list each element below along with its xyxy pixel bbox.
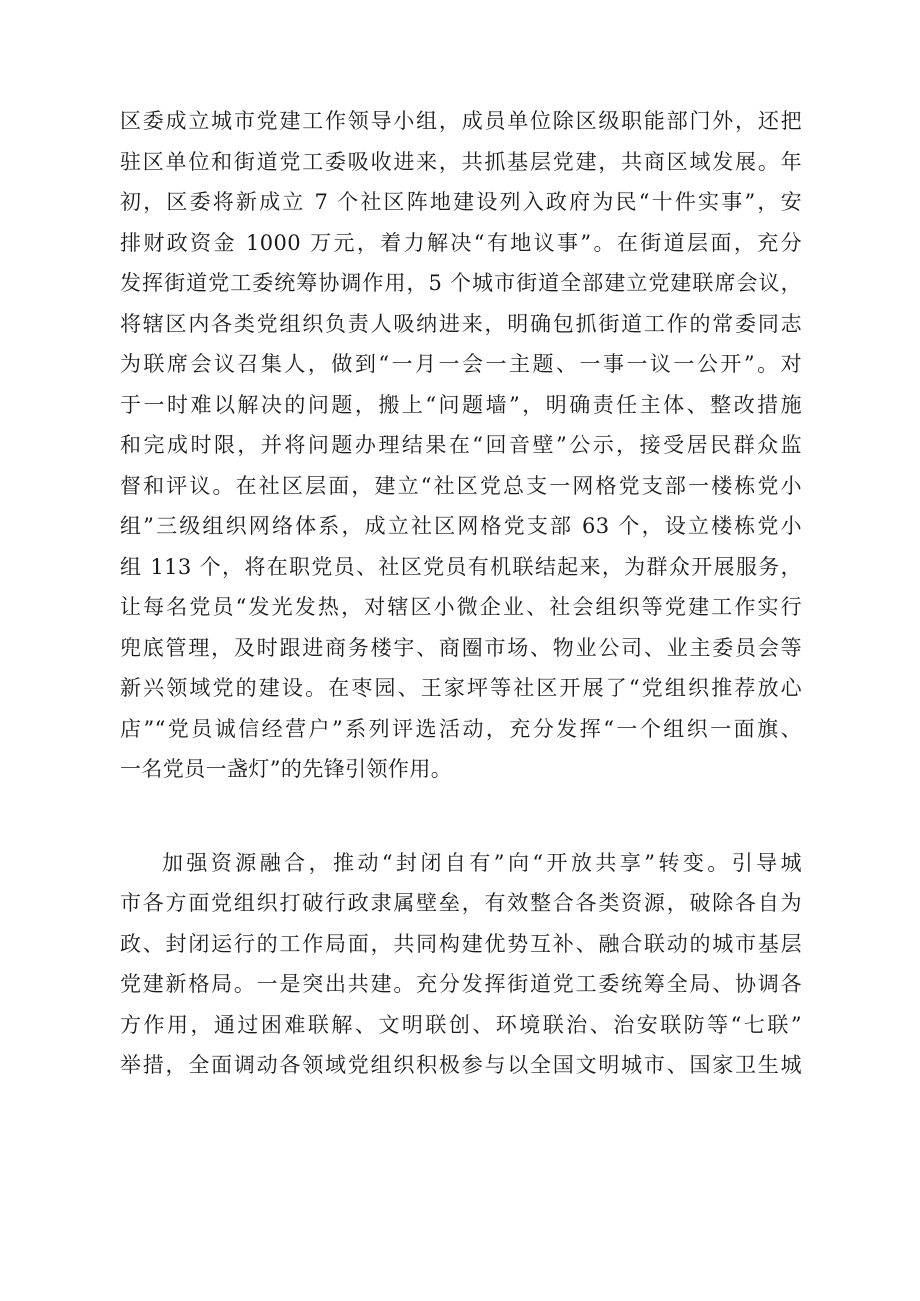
text-line: 督和评议。在社区层面，建立“社区党总支一网格党支部一楼栋党小 (120, 473, 802, 498)
text-line: 市各方面党组织打破行政隶属壁垒，有效整合各类资源，破除各自为 (120, 891, 802, 915)
text-line: 排财政资金 1000 万元，着力解决“有地议事”。在街道层面，充分 (120, 230, 802, 255)
text-line: 加强资源融合，推动“封闭自有”向“开放共享”转变。引导城 (162, 850, 802, 875)
text-line: 组”三级组织网络体系，成立社区网格党支部 63 个，设立楼栋党小 (120, 514, 802, 538)
text-line: 为联席会议召集人，做到“一月一会一主题、一事一议一公开”。对 (120, 352, 802, 376)
text-line: 兜底管理，及时跟进商务楼宇、商圈市场、物业公司、业主委员会等 (120, 635, 802, 660)
text-line: 驻区单位和街道党工委吸收进来，共抓基层党建，共商区域发展。年 (120, 149, 802, 174)
text-line: 政、封闭运行的工作局面，共同构建优势互补、融合联动的城市基层 (120, 931, 802, 956)
text-line: 将辖区内各类党组织负责人吸纳进来，明确包抓街道工作的常委同志 (120, 311, 802, 336)
text-line: 初，区委将新成立 7 个社区阵地建设列入政府为民“十件实事”，安 (120, 190, 802, 214)
text-line: 党建新格局。一是突出共建。充分发挥街道党工委统筹全局、协调各 (120, 972, 802, 996)
text-line: 一名党员一盏灯”的先锋引领作用。 (120, 757, 453, 781)
text-line: 店”“党员诚信经营户”系列评选活动，充分发挥“一个组织一面旗、 (120, 716, 802, 741)
paragraph-resource-integration (120, 843, 802, 1086)
text-line: 发挥街道党工委统筹协调作用，5 个城市街道全部建立党建联席会议， (120, 271, 802, 295)
text-line: 新兴领域党的建设。在枣园、王家坪等社区开展了“党组织推荐放心 (120, 676, 802, 700)
text-line: 让每名党员“发光发热，对辖区小微企业、社会组织等党建工作实行 (120, 595, 802, 619)
paragraph-community-organization (120, 101, 802, 790)
text-line: 组 113 个，将在职党员、社区党员有机联结起来，为群众开展服务， (120, 554, 802, 579)
text-line: 于一时难以解决的问题，搬上“问题墙”，明确责任主体、整改措施 (120, 392, 802, 417)
text-line: 方作用，通过困难联解、文明联创、环境联治、治安联防等“七联” (120, 1012, 802, 1037)
text-line: 区委成立城市党建工作领导小组，成员单位除区级职能部门外，还把 (120, 109, 802, 133)
text-line: 和完成时限，并将问题办理结果在“回音壁”公示，接受居民群众监 (120, 433, 802, 457)
paragraph-spacer (120, 790, 802, 843)
text-line: 举措，全面调动各领域党组织积极参与以全国文明城市、国家卫生城 (120, 1053, 802, 1077)
document-page (120, 101, 802, 1086)
